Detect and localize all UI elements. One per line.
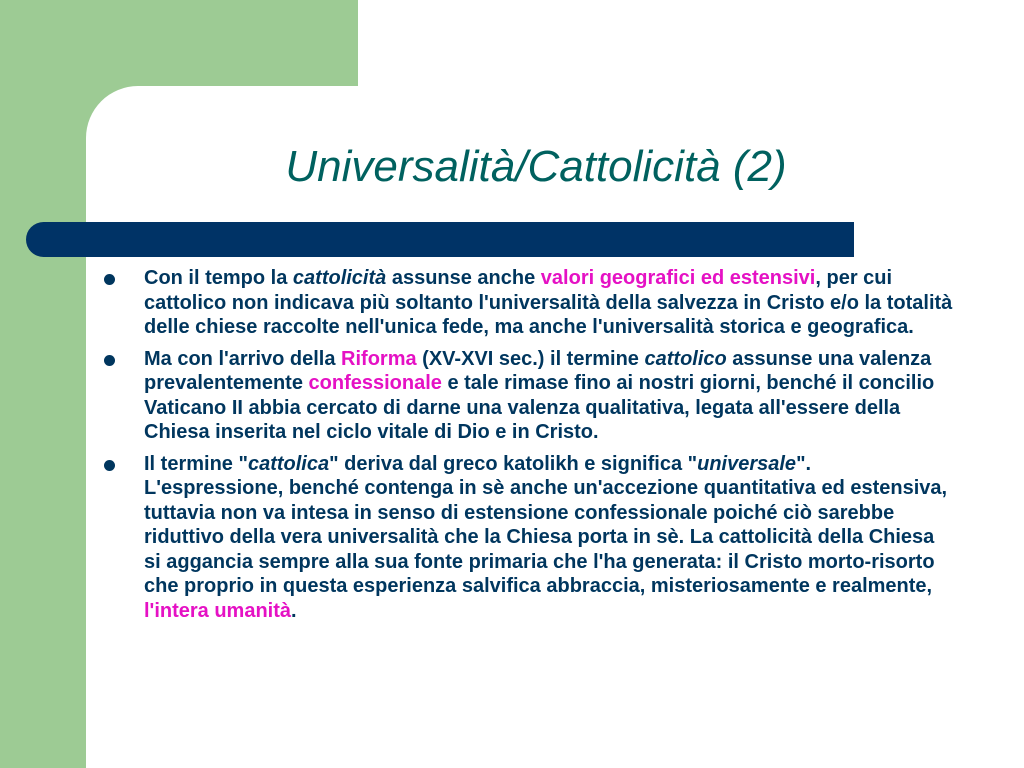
bullet-text-italic: universale	[697, 452, 797, 475]
bullet-text-highlight: valori geografici ed estensivi	[540, 267, 816, 289]
bullet-text-italic: cattolicità	[292, 267, 387, 289]
bullet-text-plain: Con il tempo la	[144, 267, 293, 289]
bullet-text-plain: assunse anche	[386, 267, 541, 289]
bullet-text-highlight: l'intera umanità	[144, 599, 292, 622]
bullet-text-plain: Il termine "	[144, 452, 248, 475]
bullet-text-plain: e tale rimase fino ai nostri giorni, benché il concilio Vaticano II abbia cercato di darne una valenza qualitativa, legata all'essere della Chiesa inserita nel ciclo vitale di Dio e in Cristo.	[144, 372, 935, 443]
bullet-text-italic: cattolica	[247, 452, 330, 475]
bullet-item	[104, 452, 954, 624]
bullet-text-highlight: Riforma	[341, 347, 417, 370]
bullet-text-plain: Ma con l'arrivo della	[144, 347, 342, 370]
bullet-text-plain: ". L'espressione, benché contenga in sè anche un'accezione quantitativa ed estensiva, tuttavia non va intesa in senso di estensione confessionale poiché ciò sarebbe riduttivo della vera universalità che la Chiesa porta in sè. La cattolicità della Chiesa si aggancia sempre alla sua fonte primaria che l'ha generata: il Cristo morto-risorto che proprio in questa esperienza salvifica abbraccia, misteriosamente e realmente,	[144, 452, 948, 597]
bullet-text-plain: , per cui cattolico non indicava più soltanto l'universalità della salvezza in Cristo e/o la totalità delle chiese raccolte nell'unica fede, ma anche l'universalità storica e geografica.	[144, 267, 953, 338]
bullet-text-italic: cattolico	[644, 347, 727, 370]
bullet-list	[104, 266, 954, 630]
bullet-text-plain: " deriva dal greco katolikh e significa "	[329, 452, 698, 475]
title-underline-bar	[26, 222, 854, 257]
bullet-item	[104, 266, 954, 340]
slide-title: Universalità/Cattolicità (2)	[285, 142, 787, 191]
bullet-text-highlight: confessionale	[308, 372, 442, 394]
bullet-text-plain: .	[291, 599, 297, 622]
bullet-dot-icon	[104, 274, 115, 285]
bullet-text-plain: (XV-XVI sec.) il termine	[416, 347, 645, 370]
bullet-dot-icon	[104, 355, 115, 366]
bullet-text-plain: assunse una valenza prevalentemente	[144, 347, 932, 394]
bullet-item	[104, 347, 954, 445]
bullet-dot-icon	[104, 460, 115, 471]
